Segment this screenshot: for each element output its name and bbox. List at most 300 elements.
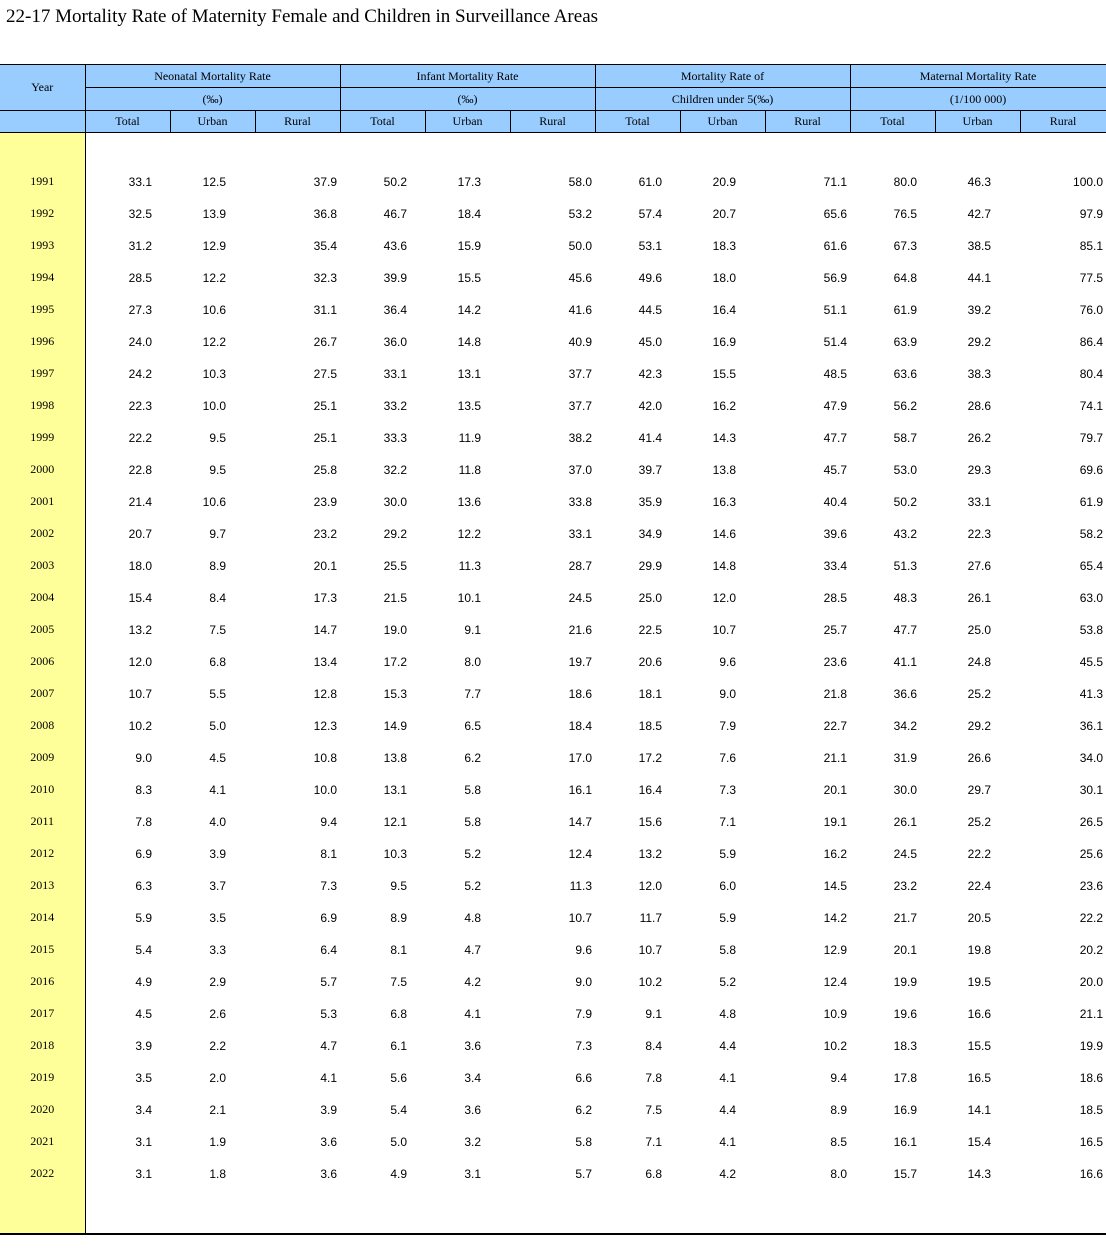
empty-cell xyxy=(1020,1187,1106,1233)
empty-cell xyxy=(425,133,510,163)
sub-header-neonatal-urban: Urban xyxy=(170,111,255,133)
table-row xyxy=(0,899,1106,931)
table-row xyxy=(0,771,1106,803)
value-cell-infant-rural: 40.9 xyxy=(568,334,593,349)
year-cell: 2015 xyxy=(0,931,85,963)
sub-header-maternal-urban: Urban xyxy=(935,111,1020,133)
value-cell-neonatal-total: 5.4 xyxy=(135,942,152,957)
sub-header-infant-rural: Rural xyxy=(510,111,595,133)
value-cell-maternal-rural: 22.2 xyxy=(1079,910,1104,925)
value-cell-under5-total: 44.5 xyxy=(638,302,663,317)
value-cell-under5-rural: 21.8 xyxy=(823,686,848,701)
value-cell-maternal-urban: 16.5 xyxy=(967,1070,992,1085)
value-cell-neonatal-rural: 25.8 xyxy=(313,462,338,477)
value-cell-neonatal-rural: 27.5 xyxy=(313,366,338,381)
value-cell-neonatal-rural: 25.1 xyxy=(313,398,338,413)
year-cell: 2008 xyxy=(0,707,85,739)
value-cell-infant-rural: 7.9 xyxy=(575,1006,593,1021)
value-cell-neonatal-urban: 12.2 xyxy=(202,270,226,285)
value-cell-maternal-rural: 23.6 xyxy=(1079,878,1104,893)
value-cell-neonatal-urban: 9.5 xyxy=(209,462,226,477)
year-cell: 1997 xyxy=(0,355,85,387)
value-cell-infant-total: 8.9 xyxy=(390,910,408,925)
value-cell-infant-total: 10.3 xyxy=(383,846,408,861)
value-cell-neonatal-total: 28.5 xyxy=(128,270,152,285)
value-cell-neonatal-rural: 9.4 xyxy=(320,814,338,829)
value-cell-under5-urban: 16.2 xyxy=(712,398,737,413)
value-cell-neonatal-rural: 5.3 xyxy=(320,1006,338,1021)
value-cell-under5-urban: 15.5 xyxy=(712,366,737,381)
value-cell-neonatal-urban: 13.9 xyxy=(202,206,226,221)
value-cell-neonatal-total: 7.8 xyxy=(135,814,152,829)
value-cell-neonatal-total: 10.7 xyxy=(128,686,152,701)
value-cell-neonatal-urban: 7.5 xyxy=(209,622,226,637)
group-unit-under5: Children under 5(‰) xyxy=(595,88,850,111)
value-cell-under5-rural: 22.7 xyxy=(823,718,848,733)
value-cell-infant-rural: 9.0 xyxy=(575,974,593,989)
year-cell-empty xyxy=(0,133,85,163)
value-cell-maternal-urban: 16.6 xyxy=(967,1006,992,1021)
table-header xyxy=(0,65,1106,133)
empty-cell xyxy=(510,1187,595,1233)
value-cell-maternal-total: 76.5 xyxy=(893,206,918,221)
value-cell-infant-rural: 6.2 xyxy=(575,1102,593,1117)
value-cell-under5-rural: 12.9 xyxy=(823,942,848,957)
value-cell-under5-rural: 33.4 xyxy=(823,558,848,573)
value-cell-neonatal-urban: 4.0 xyxy=(209,814,226,829)
value-cell-under5-urban: 14.6 xyxy=(712,526,737,541)
value-cell-maternal-total: 23.2 xyxy=(893,878,918,893)
value-cell-neonatal-urban: 3.9 xyxy=(209,846,226,861)
value-cell-under5-total: 11.7 xyxy=(639,910,663,925)
table-row xyxy=(0,259,1106,291)
value-cell-under5-total: 17.2 xyxy=(638,750,663,765)
value-cell-neonatal-total: 24.2 xyxy=(128,366,152,381)
value-cell-neonatal-urban: 9.5 xyxy=(209,430,226,445)
value-cell-infant-urban: 4.2 xyxy=(464,974,482,989)
value-cell-maternal-urban: 14.1 xyxy=(967,1102,992,1117)
value-cell-maternal-rural: 26.5 xyxy=(1079,814,1104,829)
value-cell-neonatal-total: 13.2 xyxy=(128,622,152,637)
value-cell-neonatal-total: 24.0 xyxy=(128,334,152,349)
empty-cell xyxy=(1020,133,1106,163)
empty-cell xyxy=(170,133,255,163)
year-cell: 2000 xyxy=(0,451,85,483)
year-header: Year xyxy=(0,65,85,111)
empty-cell xyxy=(935,133,1020,163)
value-cell-infant-total: 6.1 xyxy=(390,1038,408,1053)
value-cell-under5-total: 35.9 xyxy=(638,494,663,509)
value-cell-infant-urban: 3.1 xyxy=(464,1166,482,1181)
group-unit-maternal: (1/100 000) xyxy=(850,88,1106,111)
tail-row xyxy=(0,1187,1106,1233)
value-cell-neonatal-urban: 3.7 xyxy=(209,878,226,893)
value-cell-neonatal-urban: 2.6 xyxy=(209,1006,226,1021)
value-cell-neonatal-total: 12.0 xyxy=(128,654,152,669)
value-cell-under5-rural: 9.4 xyxy=(830,1070,848,1085)
value-cell-infant-urban: 12.2 xyxy=(457,526,482,541)
value-cell-maternal-urban: 38.3 xyxy=(967,366,992,381)
value-cell-neonatal-urban: 2.9 xyxy=(209,974,226,989)
value-cell-infant-urban: 3.4 xyxy=(464,1070,482,1085)
value-cell-neonatal-urban: 8.9 xyxy=(209,558,226,573)
value-cell-neonatal-total: 5.9 xyxy=(135,910,152,925)
year-cell: 2019 xyxy=(0,1059,85,1091)
value-cell-neonatal-total: 3.1 xyxy=(135,1166,152,1181)
value-cell-infant-urban: 14.2 xyxy=(457,302,482,317)
value-cell-maternal-rural: 65.4 xyxy=(1079,558,1104,573)
value-cell-infant-urban: 13.5 xyxy=(457,398,482,413)
value-cell-neonatal-rural: 4.7 xyxy=(320,1038,338,1053)
value-cell-under5-total: 57.4 xyxy=(638,206,663,221)
value-cell-under5-rural: 39.6 xyxy=(823,526,848,541)
value-cell-neonatal-urban: 10.0 xyxy=(202,398,226,413)
value-cell-maternal-rural: 18.5 xyxy=(1079,1102,1104,1117)
value-cell-infant-total: 39.9 xyxy=(383,270,408,285)
value-cell-maternal-total: 19.9 xyxy=(893,974,918,989)
value-cell-maternal-urban: 29.2 xyxy=(967,334,992,349)
value-cell-under5-total: 25.0 xyxy=(638,590,663,605)
data-table-container xyxy=(0,64,1106,1233)
value-cell-maternal-total: 67.3 xyxy=(893,238,918,253)
value-cell-maternal-rural: 19.9 xyxy=(1079,1038,1104,1053)
value-cell-under5-total: 34.9 xyxy=(638,526,663,541)
value-cell-neonatal-rural: 6.4 xyxy=(320,942,338,957)
value-cell-neonatal-rural: 14.7 xyxy=(313,622,338,637)
value-cell-maternal-total: 17.8 xyxy=(893,1070,918,1085)
value-cell-under5-rural: 40.4 xyxy=(823,494,848,509)
value-cell-under5-total: 45.0 xyxy=(638,334,663,349)
value-cell-under5-urban: 20.9 xyxy=(712,174,737,189)
table-row xyxy=(0,611,1106,643)
value-cell-infant-urban: 10.1 xyxy=(457,590,482,605)
value-cell-infant-rural: 38.2 xyxy=(568,430,593,445)
value-cell-neonatal-urban: 10.6 xyxy=(202,494,226,509)
value-cell-maternal-urban: 46.3 xyxy=(967,174,992,189)
value-cell-maternal-urban: 28.6 xyxy=(967,398,992,413)
year-cell: 2010 xyxy=(0,771,85,803)
value-cell-neonatal-total: 9.0 xyxy=(135,750,152,765)
sub-header-infant-total: Total xyxy=(340,111,425,133)
value-cell-neonatal-urban: 12.5 xyxy=(202,174,226,189)
value-cell-infant-total: 19.0 xyxy=(383,622,408,637)
value-cell-neonatal-rural: 12.3 xyxy=(313,718,338,733)
value-cell-neonatal-urban: 10.3 xyxy=(202,366,226,381)
table-row xyxy=(0,227,1106,259)
empty-cell xyxy=(510,133,595,163)
value-cell-under5-urban: 13.8 xyxy=(712,462,737,477)
value-cell-maternal-urban: 14.3 xyxy=(967,1166,992,1181)
value-cell-infant-rural: 45.6 xyxy=(568,270,593,285)
value-cell-infant-total: 32.2 xyxy=(383,462,408,477)
value-cell-under5-urban: 16.4 xyxy=(712,302,737,317)
value-cell-neonatal-total: 32.5 xyxy=(128,206,152,221)
value-cell-maternal-total: 47.7 xyxy=(893,622,918,637)
value-cell-neonatal-rural: 8.1 xyxy=(320,846,338,861)
value-cell-neonatal-rural: 23.2 xyxy=(313,526,338,541)
value-cell-infant-total: 50.2 xyxy=(383,174,408,189)
value-cell-under5-urban: 7.1 xyxy=(719,814,737,829)
value-cell-neonatal-rural: 25.1 xyxy=(313,430,338,445)
value-cell-infant-total: 46.7 xyxy=(383,206,408,221)
value-cell-maternal-rural: 85.1 xyxy=(1079,238,1104,253)
value-cell-infant-total: 9.5 xyxy=(390,878,408,893)
sub-header-neonatal-total: Total xyxy=(85,111,170,133)
year-cell: 1991 xyxy=(0,163,85,195)
year-cell-empty xyxy=(0,1187,85,1233)
value-cell-neonatal-urban: 8.4 xyxy=(209,590,226,605)
value-cell-infant-urban: 17.3 xyxy=(457,174,482,189)
year-cell: 2001 xyxy=(0,483,85,515)
value-cell-maternal-total: 24.5 xyxy=(893,846,918,861)
value-cell-neonatal-total: 3.4 xyxy=(135,1102,152,1117)
value-cell-maternal-total: 18.3 xyxy=(893,1038,918,1053)
value-cell-infant-rural: 11.3 xyxy=(569,878,593,893)
value-cell-maternal-urban: 29.3 xyxy=(967,462,992,477)
value-cell-maternal-urban: 15.4 xyxy=(967,1134,992,1149)
value-cell-maternal-total: 58.7 xyxy=(893,430,918,445)
value-cell-infant-total: 12.1 xyxy=(383,814,408,829)
value-cell-under5-rural: 14.2 xyxy=(823,910,848,925)
value-cell-infant-urban: 5.2 xyxy=(464,846,482,861)
value-cell-under5-rural: 16.2 xyxy=(823,846,848,861)
value-cell-maternal-urban: 19.8 xyxy=(967,942,992,957)
value-cell-maternal-rural: 61.9 xyxy=(1079,494,1104,509)
value-cell-infant-urban: 5.2 xyxy=(464,878,482,893)
value-cell-maternal-urban: 29.7 xyxy=(967,782,992,797)
value-cell-maternal-rural: 86.4 xyxy=(1079,334,1104,349)
value-cell-maternal-urban: 15.5 xyxy=(967,1038,992,1053)
value-cell-under5-urban: 20.7 xyxy=(712,206,737,221)
value-cell-under5-total: 39.7 xyxy=(638,462,663,477)
value-cell-under5-urban: 16.3 xyxy=(712,494,737,509)
year-cell: 1994 xyxy=(0,259,85,291)
value-cell-under5-urban: 5.2 xyxy=(719,974,737,989)
value-cell-under5-rural: 21.1 xyxy=(823,750,848,765)
value-cell-maternal-total: 19.6 xyxy=(893,1006,918,1021)
value-cell-maternal-urban: 19.5 xyxy=(967,974,992,989)
value-cell-under5-rural: 51.4 xyxy=(823,334,848,349)
empty-cell xyxy=(850,133,935,163)
value-cell-neonatal-urban: 2.1 xyxy=(209,1102,226,1117)
empty-cell xyxy=(765,1187,850,1233)
value-cell-under5-total: 15.6 xyxy=(638,814,663,829)
value-cell-under5-total: 42.0 xyxy=(638,398,663,413)
value-cell-maternal-total: 16.9 xyxy=(893,1102,918,1117)
table-row xyxy=(0,387,1106,419)
value-cell-under5-rural: 14.5 xyxy=(823,878,848,893)
value-cell-infant-urban: 13.1 xyxy=(457,366,482,381)
empty-cell xyxy=(85,1187,170,1233)
value-cell-neonatal-total: 20.7 xyxy=(128,526,152,541)
value-cell-neonatal-total: 8.3 xyxy=(135,782,152,797)
value-cell-infant-rural: 7.3 xyxy=(575,1038,593,1053)
value-cell-neonatal-total: 6.9 xyxy=(135,846,152,861)
value-cell-neonatal-rural: 6.9 xyxy=(320,910,338,925)
value-cell-under5-urban: 18.3 xyxy=(712,238,737,253)
value-cell-maternal-rural: 53.8 xyxy=(1079,622,1104,637)
value-cell-neonatal-rural: 10.8 xyxy=(313,750,338,765)
value-cell-under5-rural: 51.1 xyxy=(823,302,848,317)
year-cell: 2012 xyxy=(0,835,85,867)
group-unit-neonatal: (‰) xyxy=(85,88,340,111)
value-cell-infant-rural: 37.7 xyxy=(568,366,593,381)
empty-cell xyxy=(595,1187,680,1233)
value-cell-neonatal-total: 31.2 xyxy=(128,238,152,253)
value-cell-under5-urban: 4.1 xyxy=(719,1134,737,1149)
value-cell-maternal-rural: 80.4 xyxy=(1079,366,1104,381)
value-cell-maternal-total: 15.7 xyxy=(893,1166,918,1181)
value-cell-maternal-urban: 26.1 xyxy=(967,590,992,605)
value-cell-maternal-urban: 26.6 xyxy=(967,750,992,765)
value-cell-neonatal-rural: 35.4 xyxy=(313,238,338,253)
table-row xyxy=(0,1027,1106,1059)
value-cell-neonatal-urban: 1.9 xyxy=(209,1134,226,1149)
group-unit-infant: (‰) xyxy=(340,88,595,111)
value-cell-neonatal-total: 22.3 xyxy=(128,398,152,413)
value-cell-infant-urban: 9.1 xyxy=(464,622,482,637)
table-row xyxy=(0,867,1106,899)
page-title: 22-17 Mortality Rate of Maternity Female and Children in Surveillance Areas xyxy=(6,6,599,27)
value-cell-under5-urban: 9.0 xyxy=(719,686,737,701)
value-cell-neonatal-rural: 5.7 xyxy=(320,974,338,989)
value-cell-maternal-total: 16.1 xyxy=(893,1134,918,1149)
value-cell-neonatal-rural: 23.9 xyxy=(313,494,338,509)
year-cell: 2007 xyxy=(0,675,85,707)
value-cell-infant-rural: 18.4 xyxy=(568,718,593,733)
sub-header-under5-urban: Urban xyxy=(680,111,765,133)
table-row xyxy=(0,451,1106,483)
value-cell-under5-rural: 8.9 xyxy=(830,1102,848,1117)
value-cell-under5-urban: 4.4 xyxy=(719,1038,737,1053)
value-cell-infant-total: 17.2 xyxy=(383,654,408,669)
value-cell-infant-total: 21.5 xyxy=(383,590,408,605)
value-cell-under5-urban: 5.9 xyxy=(719,846,737,861)
value-cell-under5-total: 16.4 xyxy=(638,782,663,797)
value-cell-under5-urban: 7.6 xyxy=(719,750,737,765)
value-cell-neonatal-urban: 5.5 xyxy=(209,686,226,701)
value-cell-neonatal-urban: 1.8 xyxy=(209,1166,226,1181)
year-cell: 1993 xyxy=(0,227,85,259)
year-cell: 1998 xyxy=(0,387,85,419)
value-cell-under5-rural: 45.7 xyxy=(823,462,848,477)
value-cell-infant-rural: 58.0 xyxy=(568,174,593,189)
value-cell-maternal-total: 43.2 xyxy=(893,526,918,541)
value-cell-infant-urban: 13.6 xyxy=(457,494,482,509)
value-cell-neonatal-rural: 3.6 xyxy=(320,1166,338,1181)
sub-header-neonatal-rural: Rural xyxy=(255,111,340,133)
value-cell-neonatal-urban: 6.8 xyxy=(209,654,226,669)
value-cell-under5-rural: 61.6 xyxy=(823,238,848,253)
value-cell-maternal-urban: 26.2 xyxy=(967,430,992,445)
value-cell-maternal-rural: 58.2 xyxy=(1079,526,1104,541)
value-cell-infant-rural: 17.0 xyxy=(568,750,593,765)
value-cell-infant-rural: 28.7 xyxy=(568,558,593,573)
table-body xyxy=(0,133,1106,1233)
value-cell-under5-total: 7.8 xyxy=(645,1070,663,1085)
value-cell-under5-urban: 18.0 xyxy=(712,270,737,285)
value-cell-maternal-urban: 22.3 xyxy=(967,526,992,541)
value-cell-neonatal-rural: 26.7 xyxy=(313,334,338,349)
value-cell-neonatal-rural: 4.1 xyxy=(320,1070,338,1085)
value-cell-under5-rural: 47.7 xyxy=(823,430,848,445)
value-cell-infant-urban: 8.0 xyxy=(464,654,482,669)
value-cell-under5-urban: 7.3 xyxy=(719,782,737,797)
value-cell-under5-urban: 6.0 xyxy=(719,878,737,893)
table-row xyxy=(0,835,1106,867)
value-cell-maternal-rural: 21.1 xyxy=(1079,1006,1104,1021)
value-cell-infant-rural: 16.1 xyxy=(568,782,593,797)
table-row xyxy=(0,355,1106,387)
table-row xyxy=(0,483,1106,515)
empty-cell xyxy=(935,1187,1020,1233)
value-cell-neonatal-rural: 31.1 xyxy=(313,302,338,317)
value-cell-infant-urban: 3.6 xyxy=(464,1102,482,1117)
table-row xyxy=(0,643,1106,675)
value-cell-neonatal-urban: 3.3 xyxy=(209,942,226,957)
year-cell: 2022 xyxy=(0,1155,85,1187)
value-cell-infant-total: 5.6 xyxy=(390,1070,408,1085)
year-cell: 2006 xyxy=(0,643,85,675)
value-cell-maternal-rural: 45.5 xyxy=(1079,654,1104,669)
value-cell-neonatal-total: 6.3 xyxy=(135,878,152,893)
value-cell-infant-rural: 10.7 xyxy=(568,910,593,925)
value-cell-under5-rural: 23.6 xyxy=(823,654,848,669)
value-cell-under5-rural: 8.5 xyxy=(830,1134,848,1149)
value-cell-under5-total: 10.2 xyxy=(638,974,663,989)
value-cell-maternal-total: 63.6 xyxy=(893,366,918,381)
value-cell-maternal-total: 56.2 xyxy=(893,398,918,413)
value-cell-under5-rural: 8.0 xyxy=(830,1166,848,1181)
value-cell-infant-total: 5.4 xyxy=(390,1102,408,1117)
value-cell-infant-total: 33.2 xyxy=(383,398,408,413)
value-cell-maternal-rural: 20.0 xyxy=(1079,974,1104,989)
value-cell-infant-urban: 6.2 xyxy=(464,750,482,765)
value-cell-neonatal-total: 4.5 xyxy=(135,1006,152,1021)
value-cell-maternal-total: 41.1 xyxy=(893,654,918,669)
value-cell-neonatal-total: 3.9 xyxy=(135,1038,152,1053)
value-cell-infant-rural: 6.6 xyxy=(575,1070,593,1085)
value-cell-infant-urban: 18.4 xyxy=(457,206,482,221)
value-cell-maternal-total: 61.9 xyxy=(893,302,918,317)
value-cell-maternal-total: 51.3 xyxy=(893,558,918,573)
value-cell-neonatal-rural: 3.9 xyxy=(320,1102,338,1117)
value-cell-infant-rural: 53.2 xyxy=(568,206,593,221)
sub-header-maternal-rural: Rural xyxy=(1020,111,1106,133)
value-cell-neonatal-rural: 32.3 xyxy=(313,270,338,285)
year-cell: 1995 xyxy=(0,291,85,323)
value-cell-maternal-rural: 34.0 xyxy=(1079,750,1104,765)
value-cell-maternal-rural: 18.6 xyxy=(1079,1070,1104,1085)
value-cell-neonatal-total: 33.1 xyxy=(128,174,152,189)
empty-cell xyxy=(765,133,850,163)
value-cell-neonatal-urban: 9.7 xyxy=(209,526,226,541)
value-cell-under5-urban: 12.0 xyxy=(712,590,737,605)
value-cell-maternal-urban: 22.2 xyxy=(967,846,992,861)
value-cell-under5-urban: 4.8 xyxy=(719,1006,737,1021)
value-cell-under5-rural: 65.6 xyxy=(823,206,848,221)
value-cell-maternal-urban: 20.5 xyxy=(967,910,992,925)
value-cell-infant-total: 29.2 xyxy=(383,526,408,541)
value-cell-infant-urban: 6.5 xyxy=(464,718,482,733)
empty-cell xyxy=(170,1187,255,1233)
value-cell-under5-rural: 19.1 xyxy=(823,814,848,829)
year-cell: 2018 xyxy=(0,1027,85,1059)
value-cell-infant-total: 5.0 xyxy=(390,1134,408,1149)
value-cell-maternal-total: 26.1 xyxy=(893,814,918,829)
value-cell-infant-total: 36.0 xyxy=(383,334,408,349)
value-cell-under5-rural: 10.2 xyxy=(823,1038,848,1053)
